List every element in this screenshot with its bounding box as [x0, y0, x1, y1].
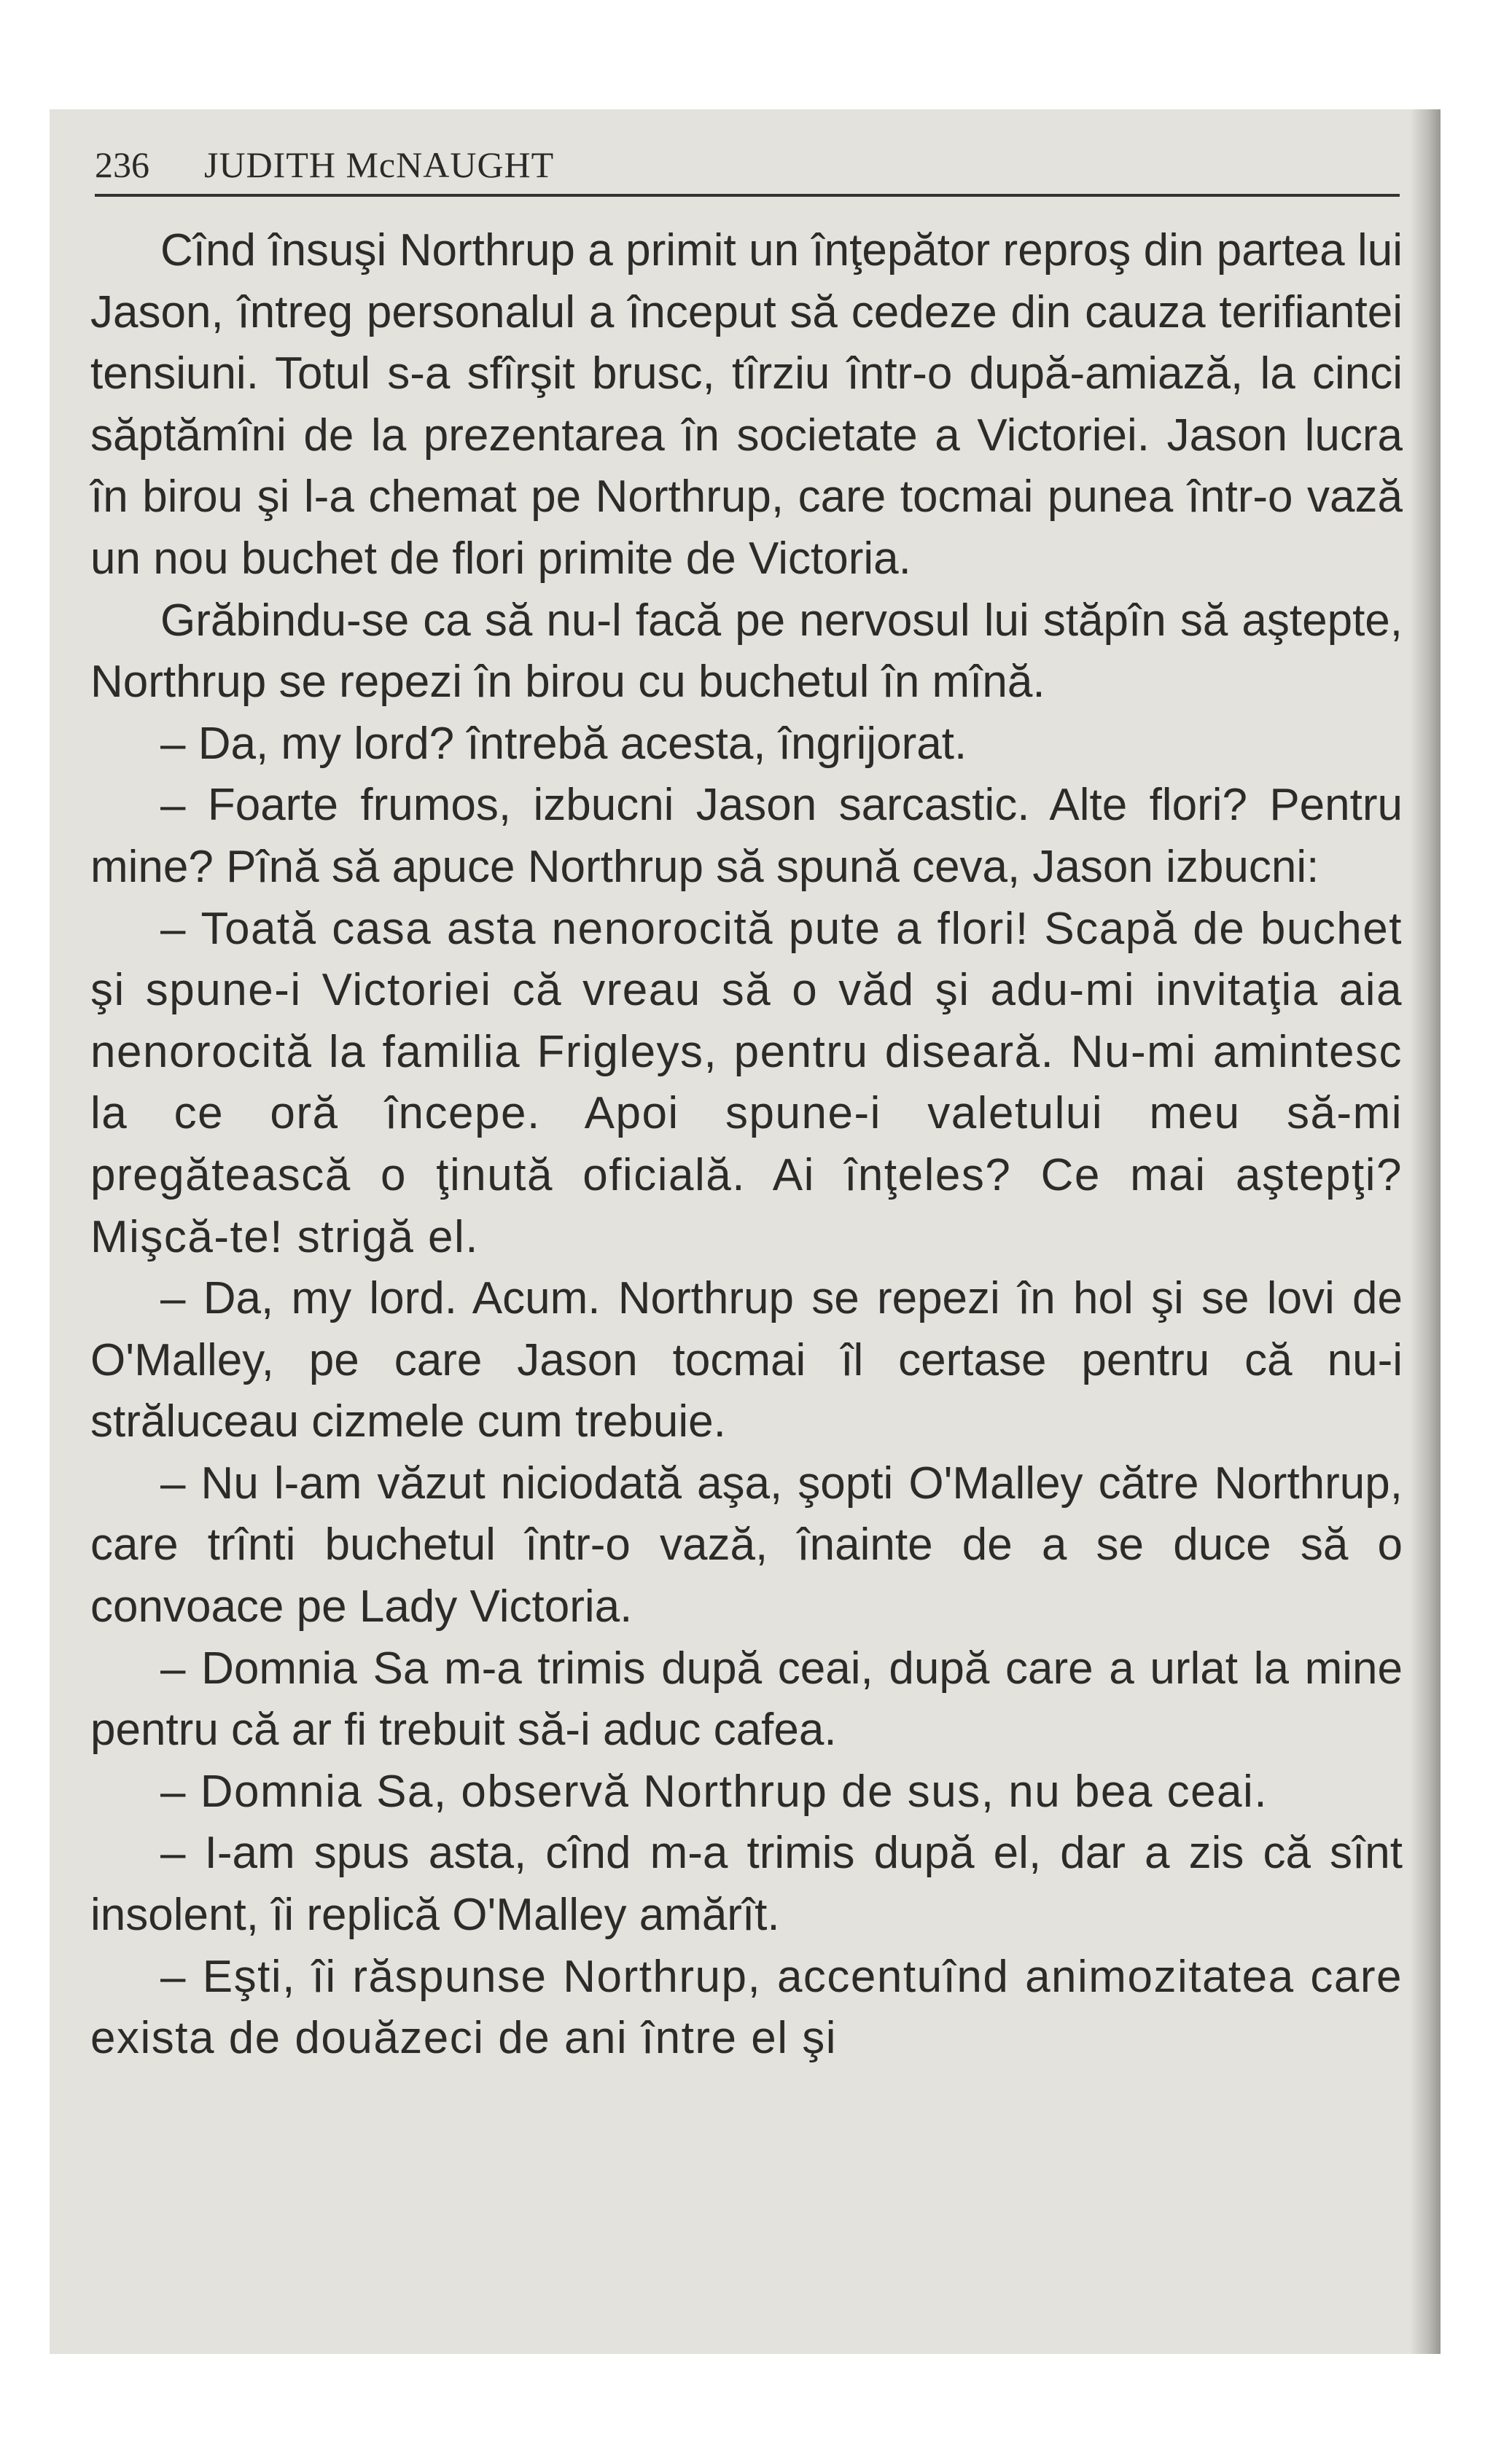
paragraph: Grăbindu-se ca să nu-l facă pe nervosul lui stăpîn să aştepte, Northrup se repezi în birou cu buchetul în mînă.: [90, 595, 1403, 708]
paragraph: – Toată casa asta nenorocită pute a flori! Scapă de buchet şi spune-i Victoriei că vreau să o văd şi adu-mi invitaţia aia nenorocită la familia Frigleys, pentru diseară. Nu-mi amintesc la ce oră începe. Apoi spune-i valetului meu să-mi pregătească o ţinută oficială. Ai înţeles? Ce mai aştepţi? Mişcă-te! strigă el.: [90, 903, 1403, 1262]
paragraph: – Domnia Sa, observă Northrup de sus, nu bea ceai.: [160, 1766, 1268, 1817]
page-gutter-shadow: [1410, 109, 1441, 2354]
book-page: [50, 109, 1441, 2354]
page-number: 236: [95, 144, 149, 185]
paragraph: – Da, my lord? întrebă acesta, îngrijorat.: [160, 718, 967, 769]
paragraph: – Da, my lord. Acum. Northrup se repezi în hol şi se lovi de O'Malley, pe care Jason tocmai îl certase pentru că nu-i străluceau cizmele cum trebuie.: [90, 1273, 1403, 1447]
paragraph: – Foarte frumos, izbucni Jason sarcastic. Alte flori? Pentru mine? Pînă să apuce Northrup să spună ceva, Jason izbucni:: [90, 780, 1403, 892]
paragraph: Cînd însuşi Northrup a primit un înţepător reproş din partea lui Jason, întreg personalul a început să cedeze din cauza terifiantei tensiuni. Totul s-a sfîrşit brusc, tîrziu într-o după-amiază, la cinci săptămîni de la prezentarea în societate a Victoriei. Jason lucra în birou şi l-a chemat pe Northrup, care tocmai punea într-o vază un nou buchet de flori primite de Victoria.: [90, 225, 1403, 584]
paragraph: – Domnia Sa m-a trimis după ceai, după care a urlat la mine pentru că ar fi trebuit să-i aduc cafea.: [90, 1643, 1403, 1756]
author-name: JUDITH McNAUGHT: [204, 144, 555, 185]
body-text: [90, 220, 1403, 2070]
paragraph: – Eşti, îi răspunse Northrup, accentuînd animozitatea care exista de douăzeci de ani între el şi: [90, 1951, 1403, 2064]
running-header: [95, 136, 1400, 197]
paragraph: – Nu l-am văzut niciodată aşa, şopti O'Malley către Northrup, care trînti buchetul într-o vază, înainte de a se duce să o convoace pe Lady Victoria.: [90, 1458, 1403, 1632]
paragraph: – I-am spus asta, cînd m-a trimis după el, dar a zis că sînt insolent, îi replică O'Malley amărît.: [90, 1828, 1403, 1941]
